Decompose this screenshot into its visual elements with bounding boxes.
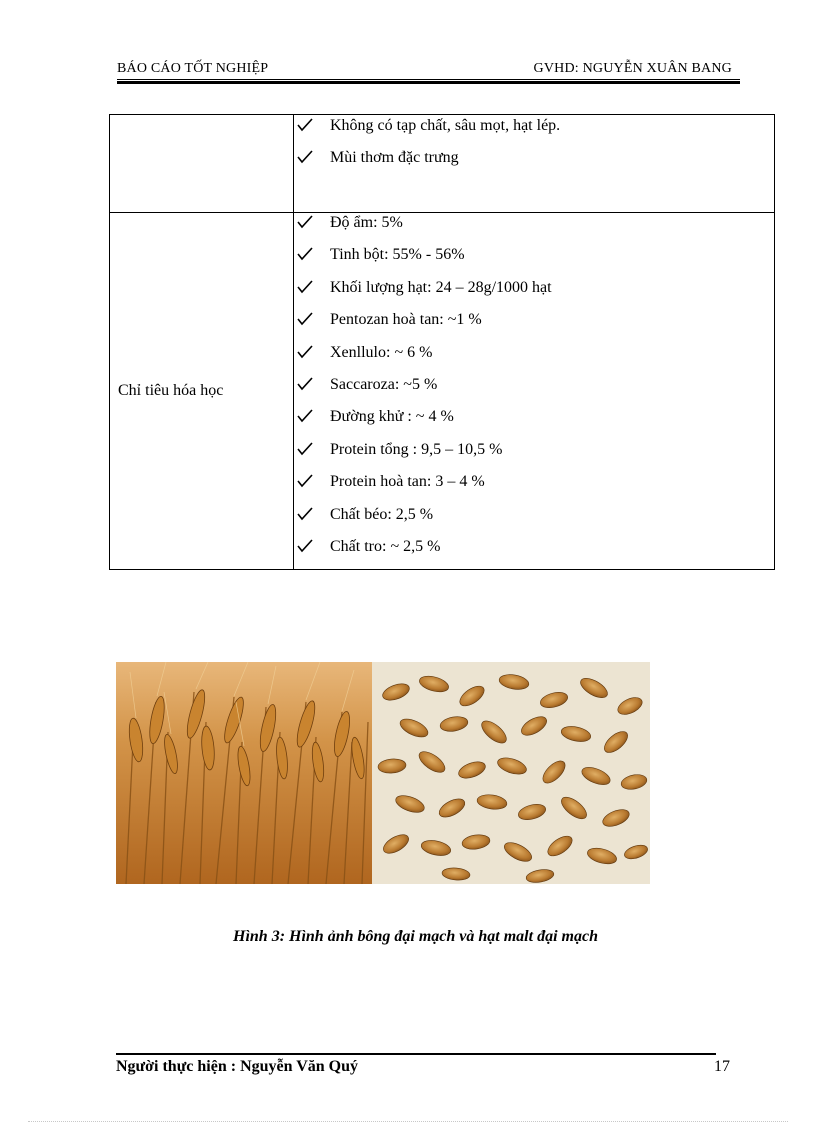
list-item-text: Tinh bột: 55% - 56% <box>330 246 465 264</box>
list-item-text: Độ ẩm: 5% <box>330 214 403 231</box>
figure-caption: Hình 3: Hình ảnh bông đại mạch và hạt malt đại mạch <box>233 928 598 945</box>
checkmark-icon <box>297 539 313 553</box>
list-item <box>297 310 774 330</box>
list-item <box>297 537 774 557</box>
checkmark-icon <box>297 280 313 294</box>
list-item <box>297 505 774 525</box>
header-title: BÁO CÁO TỐT NGHIỆP <box>117 61 269 76</box>
checkmark-icon <box>297 247 313 261</box>
list-item-text: Xenllulo: ~ 6 % <box>330 343 433 361</box>
list-item-text: Chất béo: 2,5 % <box>330 505 434 523</box>
list-item-text: Không có tạp chất, sâu mọt, hạt lép. <box>330 117 561 134</box>
barley-ears-photo <box>116 662 372 884</box>
list-item <box>297 213 774 233</box>
list-item-text: Khối lượng hạt: 24 – 28g/1000 hạt <box>330 278 552 296</box>
table-row <box>110 115 775 213</box>
page-edge-dotted-line <box>28 1121 788 1122</box>
footer-rule <box>116 1053 716 1055</box>
checkmark-icon <box>297 474 313 488</box>
list-item <box>297 375 774 395</box>
spec-table <box>109 114 775 570</box>
checkmark-icon <box>297 312 313 326</box>
page-number: 17 <box>714 1058 730 1075</box>
list-item <box>297 148 774 168</box>
row-items-cell <box>294 213 775 570</box>
list-item <box>297 116 774 136</box>
list-item-text: Đường khử : ~ 4 % <box>330 408 454 426</box>
checkmark-icon <box>297 345 313 359</box>
header-advisor: GVHD: NGUYỄN XUÂN BANG <box>533 61 732 76</box>
figure-photos <box>116 662 650 884</box>
check-list <box>297 115 774 168</box>
row-items-cell <box>294 115 775 213</box>
list-item <box>297 440 774 460</box>
checkmark-icon <box>297 377 313 391</box>
figure-barley-malt <box>116 662 650 884</box>
list-item-text: Mùi thơm đặc trưng <box>330 149 459 166</box>
table-row <box>110 213 775 570</box>
list-item <box>297 472 774 492</box>
list-item-text: Chất tro: ~ 2,5 % <box>330 537 441 555</box>
list-item-text: Protein tổng : 9,5 – 10,5 % <box>330 440 503 458</box>
check-list <box>297 213 774 557</box>
checkmark-icon <box>297 215 313 229</box>
list-item-text: Pentozan hoà tan: ~1 % <box>330 311 482 329</box>
checkmark-icon <box>297 442 313 456</box>
malt-grains-photo <box>372 662 650 884</box>
header-rule-thin <box>117 79 740 80</box>
list-item-text: Protein hoà tan: 3 – 4 % <box>330 473 485 491</box>
list-item <box>297 343 774 363</box>
checkmark-icon <box>297 409 313 423</box>
checkmark-icon <box>297 150 313 164</box>
list-item <box>297 407 774 427</box>
footer-author: Người thực hiện : Nguyễn Văn Quý <box>116 1058 359 1075</box>
list-item <box>297 245 774 265</box>
row-label-cell: Chỉ tiêu hóa học <box>110 213 294 570</box>
header-rule-thick <box>117 81 740 84</box>
list-item <box>297 278 774 298</box>
list-item-text: Saccaroza: ~5 % <box>330 375 438 393</box>
row-label-cell <box>110 115 294 213</box>
checkmark-icon <box>297 118 313 132</box>
checkmark-icon <box>297 507 313 521</box>
